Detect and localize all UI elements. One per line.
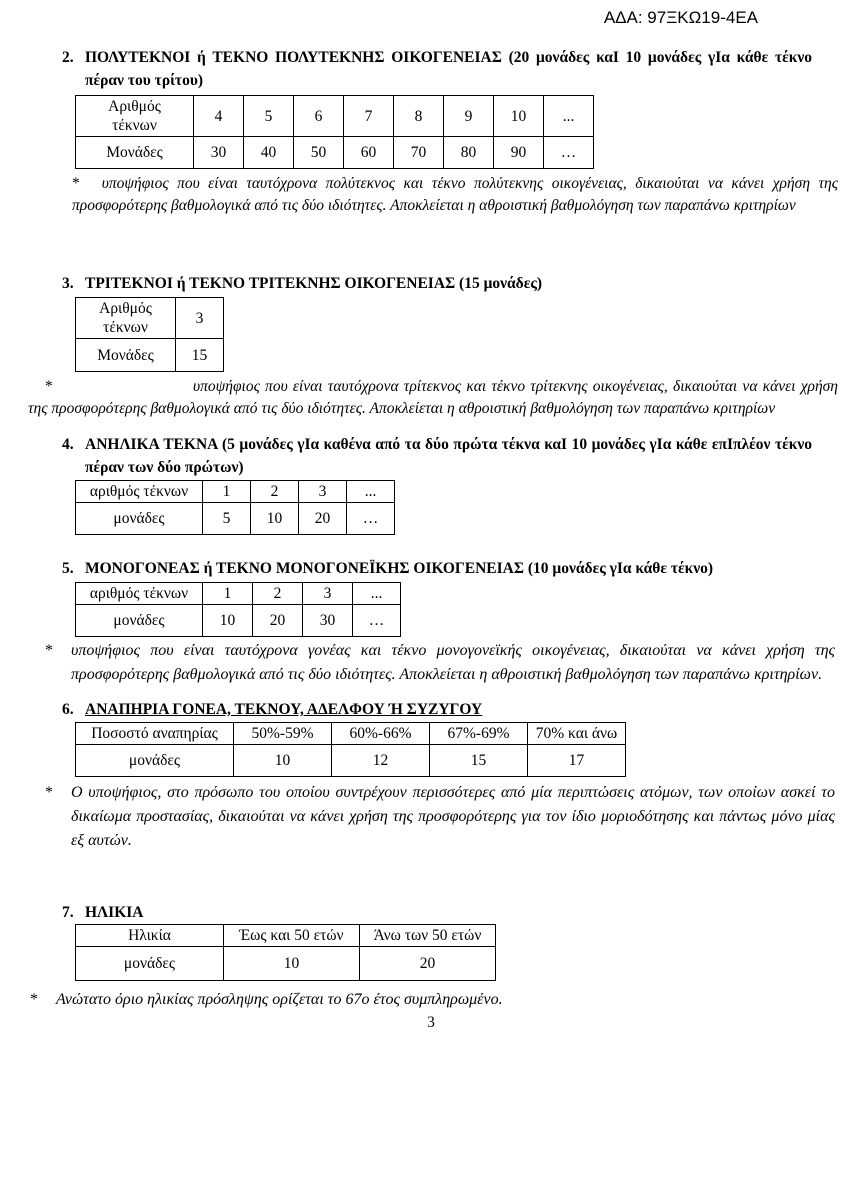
table-cell: 20	[299, 503, 347, 535]
table-cell: 3	[299, 481, 347, 503]
note-text: Ο υποψήφιος, στο πρόσωπο του οποίου συντρέχουν περισσότερες από μία περιπτώσεις ατόμων, των οποίων ασκεί το δικαίωμα προστασίας, δικαιούται να κάνει χρήση της προσφορότερης για τον ίδιο μοριοδότησης και πάντως μόνο μίας εξ αυτών.	[71, 784, 835, 849]
document-page	[0, 46, 862, 1032]
table-cell: 2	[253, 583, 303, 605]
table-cell: 60%-66%	[332, 723, 430, 745]
table-cell: μονάδες	[76, 947, 224, 981]
table-cell: 1	[203, 481, 251, 503]
table-cell: 60	[344, 137, 394, 169]
section-5-heading	[62, 557, 812, 580]
section-2	[0, 46, 862, 216]
asterisk-marker: *	[45, 642, 53, 659]
asterisk-marker: *	[30, 991, 38, 1008]
table-cell: 6	[294, 96, 344, 137]
table-row	[76, 605, 401, 637]
table-cell: 1	[203, 583, 253, 605]
section-title: ΑΝΗΛΙΚΑ ΤΕΚΝΑ (5 μονάδες γΙα καθένα από τα δύο πρώτα τέκνα καΙ 10 μονάδες γΙα κάθε επΙπλέον τέκνο πέραν των δύο πρώτων)	[85, 436, 812, 476]
points-table-anilika-tekna	[75, 480, 395, 535]
table-cell: μονάδες	[76, 503, 203, 535]
asterisk-marker: *	[45, 378, 53, 395]
section-title: ΗΛΙΚΙΑ	[85, 904, 144, 921]
table-row	[76, 745, 626, 777]
section-3	[0, 272, 862, 419]
table-cell: 5	[203, 503, 251, 535]
section-7-note	[30, 988, 820, 1012]
table-cell: 9	[444, 96, 494, 137]
section-title: ΠΟΛΥΤΕΚΝΟΙ ή ΤΕΚΝΟ ΠΟΛΥΤΕΚΝΗΣ ΟΙΚΟΓΕΝΕΙΑΣ (20 μονάδες καΙ 10 μονάδες γΙα κάθε τέκνο πέραν του τρίτου)	[85, 49, 812, 89]
table-cell: 80	[444, 137, 494, 169]
asterisk-marker: *	[45, 784, 53, 801]
table-cell: Άνω των 50 ετών	[360, 925, 496, 947]
section-number: 3.	[62, 275, 74, 292]
section-number: 4.	[62, 436, 74, 453]
table-cell: 10	[203, 605, 253, 637]
points-table-monogoneas	[75, 582, 401, 637]
table-cell: Αριθμός τέκνων	[76, 298, 176, 339]
table-cell: 20	[360, 947, 496, 981]
section-6-heading	[62, 698, 812, 721]
table-cell: Ηλικία	[76, 925, 224, 947]
table-cell: αριθμός τέκνων	[76, 481, 203, 503]
table-cell: 30	[194, 137, 244, 169]
table-row	[76, 298, 224, 339]
table-cell: Ποσοστό αναπηρίας	[76, 723, 234, 745]
table-cell: 3	[303, 583, 353, 605]
table-row	[76, 481, 395, 503]
table-row	[76, 947, 496, 981]
table-cell: 20	[253, 605, 303, 637]
table-cell: Μονάδες	[76, 339, 176, 372]
table-cell: 2	[251, 481, 299, 503]
table-row	[76, 583, 401, 605]
section-3-note	[28, 376, 838, 419]
table-cell: μονάδες	[76, 605, 203, 637]
table-cell: 17	[528, 745, 626, 777]
points-table-ilikia	[75, 924, 496, 981]
table-row	[76, 96, 594, 137]
table-cell: 7	[344, 96, 394, 137]
note-text: υποψήφιος που είναι ταυτόχρονα τρίτεκνος και τέκνο τρίτεκνης οικογένειας, δικαιούται να κάνει χρήση της προσφορότερης βαθμολογικά από τις δύο ιδιότητες. Αποκλείεται η αθροιστική βαθμολόγηση των παραπάνω κριτηρίων	[28, 378, 838, 417]
table-row	[76, 503, 395, 535]
section-5-note	[45, 639, 835, 687]
page-number: 3	[427, 1014, 435, 1031]
table-cell: 10	[251, 503, 299, 535]
table-cell: ...	[353, 583, 401, 605]
table-cell: 4	[194, 96, 244, 137]
table-cell: 70% και άνω	[528, 723, 626, 745]
section-title: ΜΟΝΟΓΟΝΕΑΣ ή ΤΕΚΝΟ ΜΟΝΟΓΟΝΕΪΚΗΣ ΟΙΚΟΓΕΝΕΙΑΣ (10 μονάδες γΙα κάθε τέκνο)	[85, 560, 714, 577]
section-4-heading	[62, 433, 812, 479]
points-table-polyteknoi	[75, 95, 594, 169]
asterisk-marker: *	[72, 175, 80, 192]
table-cell: 90	[494, 137, 544, 169]
table-cell: Μονάδες	[76, 137, 194, 169]
table-cell: …	[544, 137, 594, 169]
table-cell: Αριθμός τέκνων	[76, 96, 194, 137]
table-cell: 3	[176, 298, 224, 339]
note-text: Ανώτατο όριο ηλικίας πρόσληψης ορίζεται το 67ο έτος συμπληρωμένο.	[56, 991, 503, 1008]
table-cell: Έως και 50 ετών	[224, 925, 360, 947]
table-cell: 12	[332, 745, 430, 777]
table-cell: 15	[430, 745, 528, 777]
table-cell: 50	[294, 137, 344, 169]
section-title: ΑΝΑΠΗΡΙΑ ΓΟΝΕΑ, ΤΕΚΝΟΥ, ΑΔΕΛΦΟΥ Ή ΣΥΖΥΓΟΥ	[85, 701, 483, 718]
section-6	[0, 698, 862, 853]
table-cell: 50%-59%	[234, 723, 332, 745]
section-5	[0, 557, 862, 687]
table-cell: 70	[394, 137, 444, 169]
section-2-heading	[62, 46, 812, 92]
section-number: 6.	[62, 701, 74, 718]
section-number: 2.	[62, 49, 74, 66]
table-cell: 10	[224, 947, 360, 981]
table-cell: μονάδες	[76, 745, 234, 777]
section-3-heading	[62, 272, 812, 295]
section-title: ΤΡΙΤΕΚΝΟΙ ή ΤΕΚΝΟ ΤΡΙΤΕΚΝΗΣ ΟΙΚΟΓΕΝΕΙΑΣ (15 μονάδες)	[85, 275, 543, 292]
table-cell: 10	[234, 745, 332, 777]
section-number: 7.	[62, 904, 74, 921]
table-cell: ...	[347, 481, 395, 503]
points-table-triteknoi	[75, 297, 224, 372]
table-cell: ...	[544, 96, 594, 137]
table-row	[76, 339, 224, 372]
table-cell: αριθμός τέκνων	[76, 583, 203, 605]
table-cell: 10	[494, 96, 544, 137]
table-cell: …	[353, 605, 401, 637]
ada-code: ΑΔΑ: 97ΞΚΩ19-4ΕΑ	[603, 8, 758, 27]
table-cell: 67%-69%	[430, 723, 528, 745]
points-table-anapiria	[75, 722, 626, 777]
table-cell: 30	[303, 605, 353, 637]
table-row	[76, 925, 496, 947]
section-4	[0, 433, 862, 535]
section-number: 5.	[62, 560, 74, 577]
table-cell: 40	[244, 137, 294, 169]
section-7-heading	[62, 901, 812, 924]
section-7	[0, 901, 862, 1012]
section-6-note	[45, 781, 835, 853]
section-2-note	[72, 173, 838, 216]
table-cell: 8	[394, 96, 444, 137]
table-cell: 15	[176, 339, 224, 372]
note-text: υποψήφιος που είναι ταυτόχρονα πολύτεκνος και τέκνο πολύτεκνης οικογένειας, δικαιούται να κάνει χρήση της προσφορότερης βαθμολογικά από τις δύο ιδιότητες. Αποκλείεται η αθροιστική βαθμολόγηση των παραπάνω κριτηρίων	[72, 175, 838, 214]
table-row	[76, 723, 626, 745]
note-text: υποψήφιος που είναι ταυτόχρονα γονέας και τέκνο μονογονεϊκής οικογένειας, δικαιούται να κάνει χρήση της προσφορότερης βαθμολογικά από τις δύο ιδιότητες. Αποκλείεται η αθροιστική βαθμολόγηση των παραπάνω κριτηρίων.	[71, 642, 835, 683]
table-cell: …	[347, 503, 395, 535]
table-row	[76, 137, 594, 169]
table-cell: 5	[244, 96, 294, 137]
